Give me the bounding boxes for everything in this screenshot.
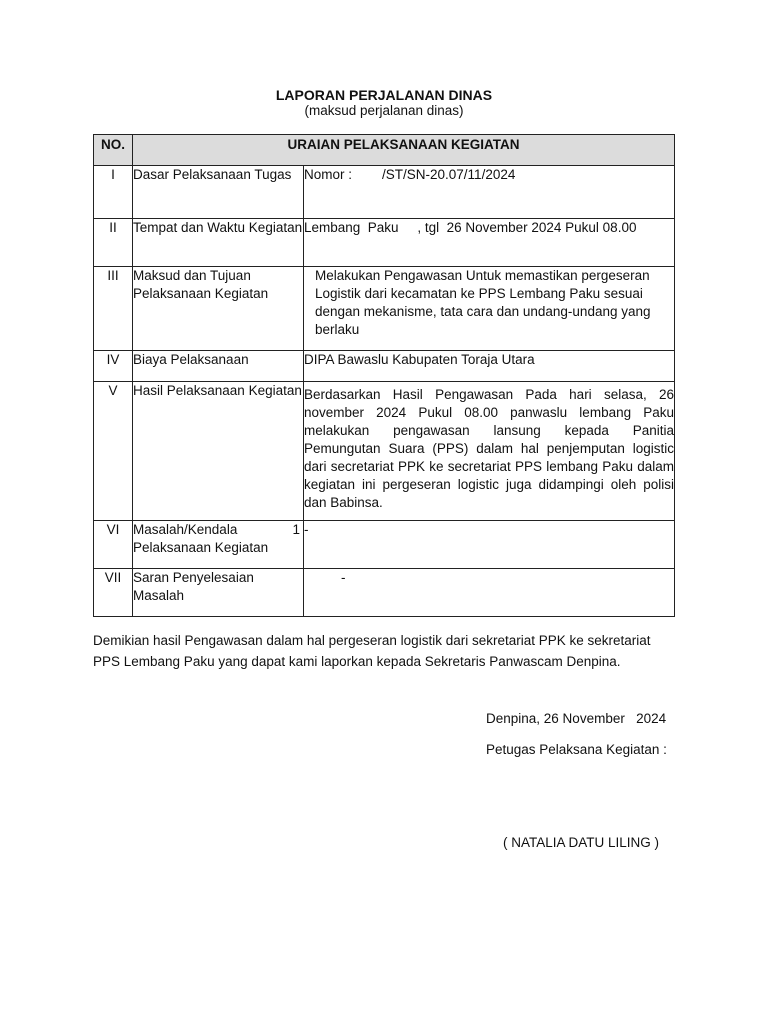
row-number: VI (94, 521, 133, 569)
row-number: II (94, 219, 133, 267)
place-date: Denpina, 26 November 2024 (486, 711, 667, 726)
row-number: IV (94, 351, 133, 382)
table-header-row (94, 135, 675, 166)
row-value: Lembang Paku , tgl 26 November 2024 Pukul 08.00 (304, 219, 675, 267)
row-label (133, 521, 304, 569)
row-number: III (94, 267, 133, 351)
table-row (94, 521, 675, 569)
report-subtitle: (maksud perjalanan dinas) (304, 103, 464, 118)
row-label: Maksud dan Tujuan Pelaksanaan Kegiatan (133, 267, 304, 351)
activity-table (93, 134, 675, 617)
table-row (94, 382, 675, 521)
table-row (94, 569, 675, 617)
row-number: I (94, 166, 133, 219)
column-header-no: NO. (94, 135, 133, 166)
row-value: Berdasarkan Hasil Pengawasan Pada hari selasa, 26 november 2024 Pukul 08.00 panwaslu lembang Paku melakukan pengawasan lansung kepada Panitia Pemungutan Suara (PPS) dalam hal penjemputan logistic dari secretariat PPK ke secretariat PPS lembang Paku dalam kegiatan ini pergeseran logistic juga didampingi oleh polisi dan Babinsa. (304, 382, 675, 521)
closing-paragraph: Demikian hasil Pengawasan dalam hal pergeseran logistik dari sekretariat PPK ke sekretariat PPS Lembang Paku yang dapat kami laporkan kepada Sekretaris Panwascam Denpina. (93, 633, 651, 669)
row-label: Hasil Pelaksanaan Kegiatan (133, 382, 304, 521)
row-value: Nomor : /ST/SN-20.07/11/2024 (304, 166, 675, 219)
row-label: Saran Penyelesaian Masalah (133, 569, 304, 617)
row-value: - (304, 569, 675, 617)
officer-name: ( NATALIA DATU LILING ) (503, 835, 660, 850)
table-row (94, 351, 675, 382)
row-label-text: Masalah/Kendala Pelaksanaan Kegiatan (133, 522, 269, 555)
row-label: Tempat dan Waktu Kegiatan (133, 219, 304, 267)
column-header-uraian: URAIAN PELAKSANAAN KEGIATAN (133, 135, 675, 166)
row-label: Biaya Pelaksanaan (133, 351, 304, 382)
row-value: - (304, 521, 675, 569)
row-value: Melakukan Pengawasan Untuk memastikan pergeseran Logistik dari kecamatan ke PPS Lembang Paku sesuai dengan mekanisme, tata cara dan undang-undang yang berlaku (304, 267, 675, 351)
row-label: Dasar Pelaksanaan Tugas (133, 166, 304, 219)
table-row (94, 219, 675, 267)
row-label-marker: 1 (292, 522, 300, 537)
row-value: DIPA Bawaslu Kabupaten Toraja Utara (304, 351, 675, 382)
table-row (94, 267, 675, 351)
officer-title: Petugas Pelaksana Kegiatan : (486, 742, 667, 757)
row-number: VII (94, 569, 133, 617)
table-row (94, 166, 675, 219)
row-number: V (94, 382, 133, 521)
report-title: LAPORAN PERJALANAN DINAS (275, 87, 493, 103)
